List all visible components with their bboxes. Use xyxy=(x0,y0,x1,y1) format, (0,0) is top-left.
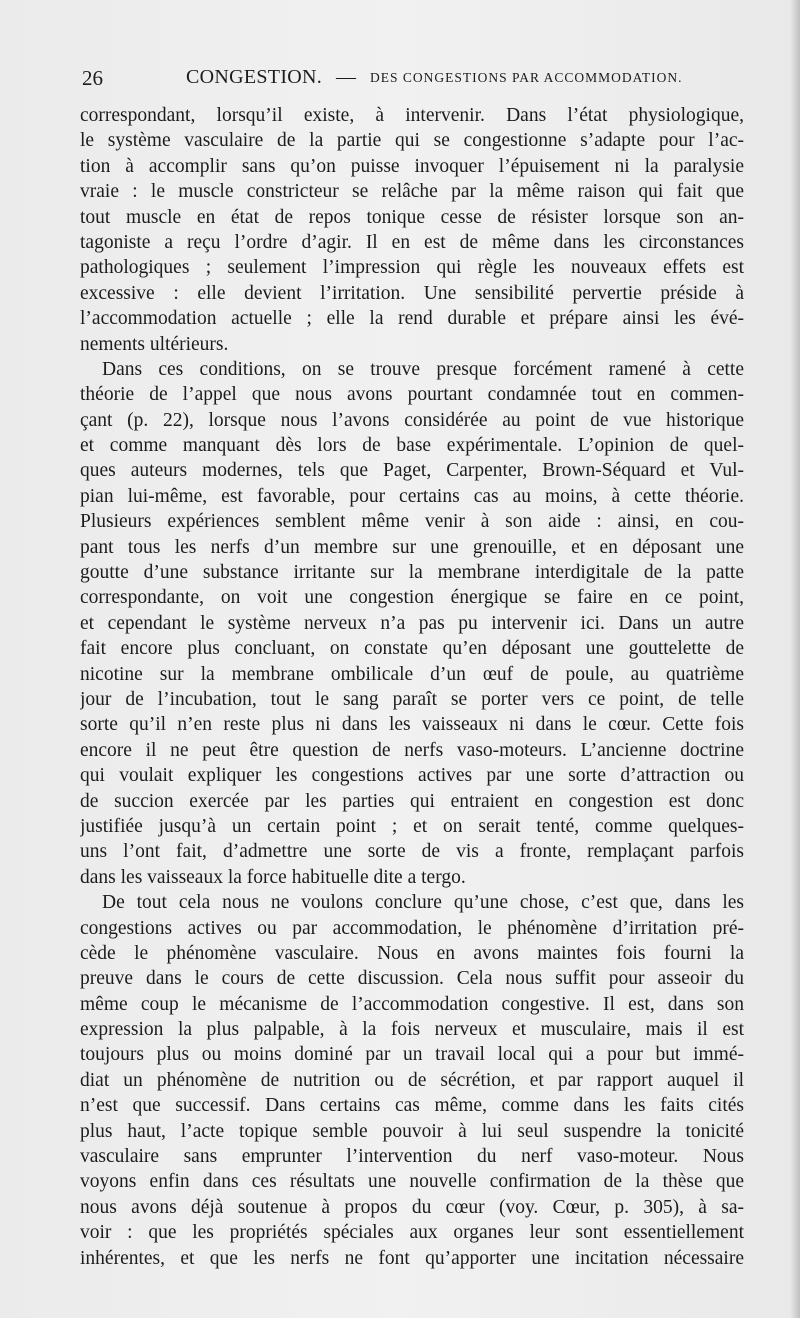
text-line: voyons enfin dans ces résultats une nouvelle confirmation de la thèse que xyxy=(80,1171,744,1193)
text-line: et comme manquant dès lors de base expérimentale. L’opinion de quel- xyxy=(80,435,744,457)
text-line: nements ultérieurs. xyxy=(80,333,229,355)
text-line: uns l’ont fait, d’admettre une sorte de vis a fronte, remplaçant parfois xyxy=(80,841,744,863)
text-line: n’est que successif. Dans certains cas même, comme dans les faits cités xyxy=(80,1095,744,1117)
text-line: correspondante, on voit une congestion énergique se faire en ce point, xyxy=(80,587,744,609)
text-line: tion à accomplir sans qu’on puisse invoquer l’épuisement ni la paralysie xyxy=(80,155,744,177)
text-line: justifiée jusqu’à un certain point ; et on serait tenté, comme quelques- xyxy=(80,815,744,837)
text-line: nous avons déjà soutenue à propos du cœur (voy. Cœur, p. 305), à sa- xyxy=(80,1196,744,1218)
text-line: voir : que les propriétés spéciales aux organes leur sont essentiellement xyxy=(80,1222,744,1244)
text-line: le système vasculaire de la partie qui se congestionne s’adapte pour l’ac- xyxy=(80,130,744,152)
text-line: inhérentes, et que les nerfs ne font qu’apporter une incitation nécessaire xyxy=(80,1247,744,1269)
text-line: cède le phénomène vasculaire. Nous en avons maintes fois fourni la xyxy=(80,942,744,964)
text-line: dans les vaisseaux la force habituelle dite a tergo. xyxy=(80,866,466,888)
text-line: de succion exercée par les parties qui entraient en congestion est donc xyxy=(80,790,744,812)
text-line: encore il ne peut être question de nerfs vaso-moteurs. L’ancienne doctrine xyxy=(80,739,744,761)
text-line: goutte d’une substance irritante sur la membrane interdigitale de la patte xyxy=(80,562,744,584)
text-line: fait encore plus concluant, on constate qu’en déposant une gouttelette de xyxy=(80,638,744,660)
text-line: qui voulait expliquer les congestions actives par une sorte d’attraction ou xyxy=(80,765,744,787)
text-line: De tout cela nous ne voulons conclure qu’une chose, c’est que, dans les xyxy=(102,892,744,914)
text-line: excessive : elle devient l’irritation. Une sensibilité pervertie préside à xyxy=(80,282,744,304)
text-line: tagoniste a reçu l’ordre d’agir. Il en est de même dans les circonstances xyxy=(80,231,744,253)
text-line: ques auteurs modernes, tels que Paget, Carpenter, Brown-Séquard et Vul- xyxy=(80,460,744,482)
running-subtitle: DES CONGESTIONS PAR ACCOMMODATION. xyxy=(370,70,683,85)
text-line: tout muscle en état de repos tonique cesse de résister lorsque son an- xyxy=(80,206,744,228)
text-line: plus haut, l’acte topique semble pouvoir à lui seul suspendre la tonicité xyxy=(80,1120,744,1142)
page-edge-shadow xyxy=(790,0,800,1318)
text-line: Plusieurs expériences semblent même venir à son aide : ainsi, en cou- xyxy=(80,511,744,533)
text-line: théorie de l’appel que nous avons pourtant condamnée tout en commen- xyxy=(80,384,744,406)
text-line: sorte qu’il n’en reste plus ni dans les vaisseaux ni dans le cœur. Cette fois xyxy=(80,714,744,736)
text-line: expression la plus palpable, à la fois nerveux et musculaire, mais il est xyxy=(80,1019,744,1041)
text-line: correspondant, lorsqu’il existe, à intervenir. Dans l’état physiologique, xyxy=(80,105,744,126)
running-title: CONGESTION. xyxy=(186,66,323,88)
text-line: pathologiques ; seulement l’impression qui règle les nouveaux effets est xyxy=(80,257,744,279)
text-line: et cependant le système nerveux n’a pas pu intervenir ici. Dans un autre xyxy=(80,612,744,634)
running-header xyxy=(82,66,742,102)
text-line: pian lui-même, est favorable, pour certains cas au moins, à cette théorie. xyxy=(80,485,744,507)
body-text xyxy=(80,103,744,1271)
text-line: preuve dans le cours de cette discussion. Cela nous suffit pour asseoir du xyxy=(80,968,744,990)
text-line: congestions actives ou par accommodation, le phénomène d’irritation pré- xyxy=(80,917,744,939)
text-line: jour de l’incubation, tout le sang paraît se porter vers ce point, de telle xyxy=(80,688,744,710)
text-line: vasculaire sans emprunter l’intervention du nerf vaso-moteur. Nous xyxy=(80,1146,744,1168)
text-line: même coup le mécanisme de l’accommodation congestive. Il est, dans son xyxy=(80,993,744,1015)
page-number: 26 xyxy=(82,66,103,90)
running-title-separator: — xyxy=(336,66,356,88)
text-line: l’accommodation actuelle ; elle la rend durable et prépare ainsi les évé- xyxy=(80,308,744,330)
text-line: diat un phénomène de nutrition ou de sécrétion, et par rapport auquel il xyxy=(80,1069,744,1091)
text-line: nicotine sur la membrane ombilicale d’un œuf de poule, au quatrième xyxy=(80,663,744,685)
text-line: çant (p. 22), lorsque nous l’avons considérée au point de vue historique xyxy=(80,409,744,431)
text-line: pant tous les nerfs d’un membre sur une grenouille, et en déposant une xyxy=(80,536,744,558)
text-line: Dans ces conditions, on se trouve presque forcément ramené à cette xyxy=(102,358,744,380)
text-line: vraie : le muscle constricteur se relâche par la même raison qui fait que xyxy=(80,181,744,203)
text-line: toujours plus ou moins dominé par un travail local qui a pour but immé- xyxy=(80,1044,744,1066)
